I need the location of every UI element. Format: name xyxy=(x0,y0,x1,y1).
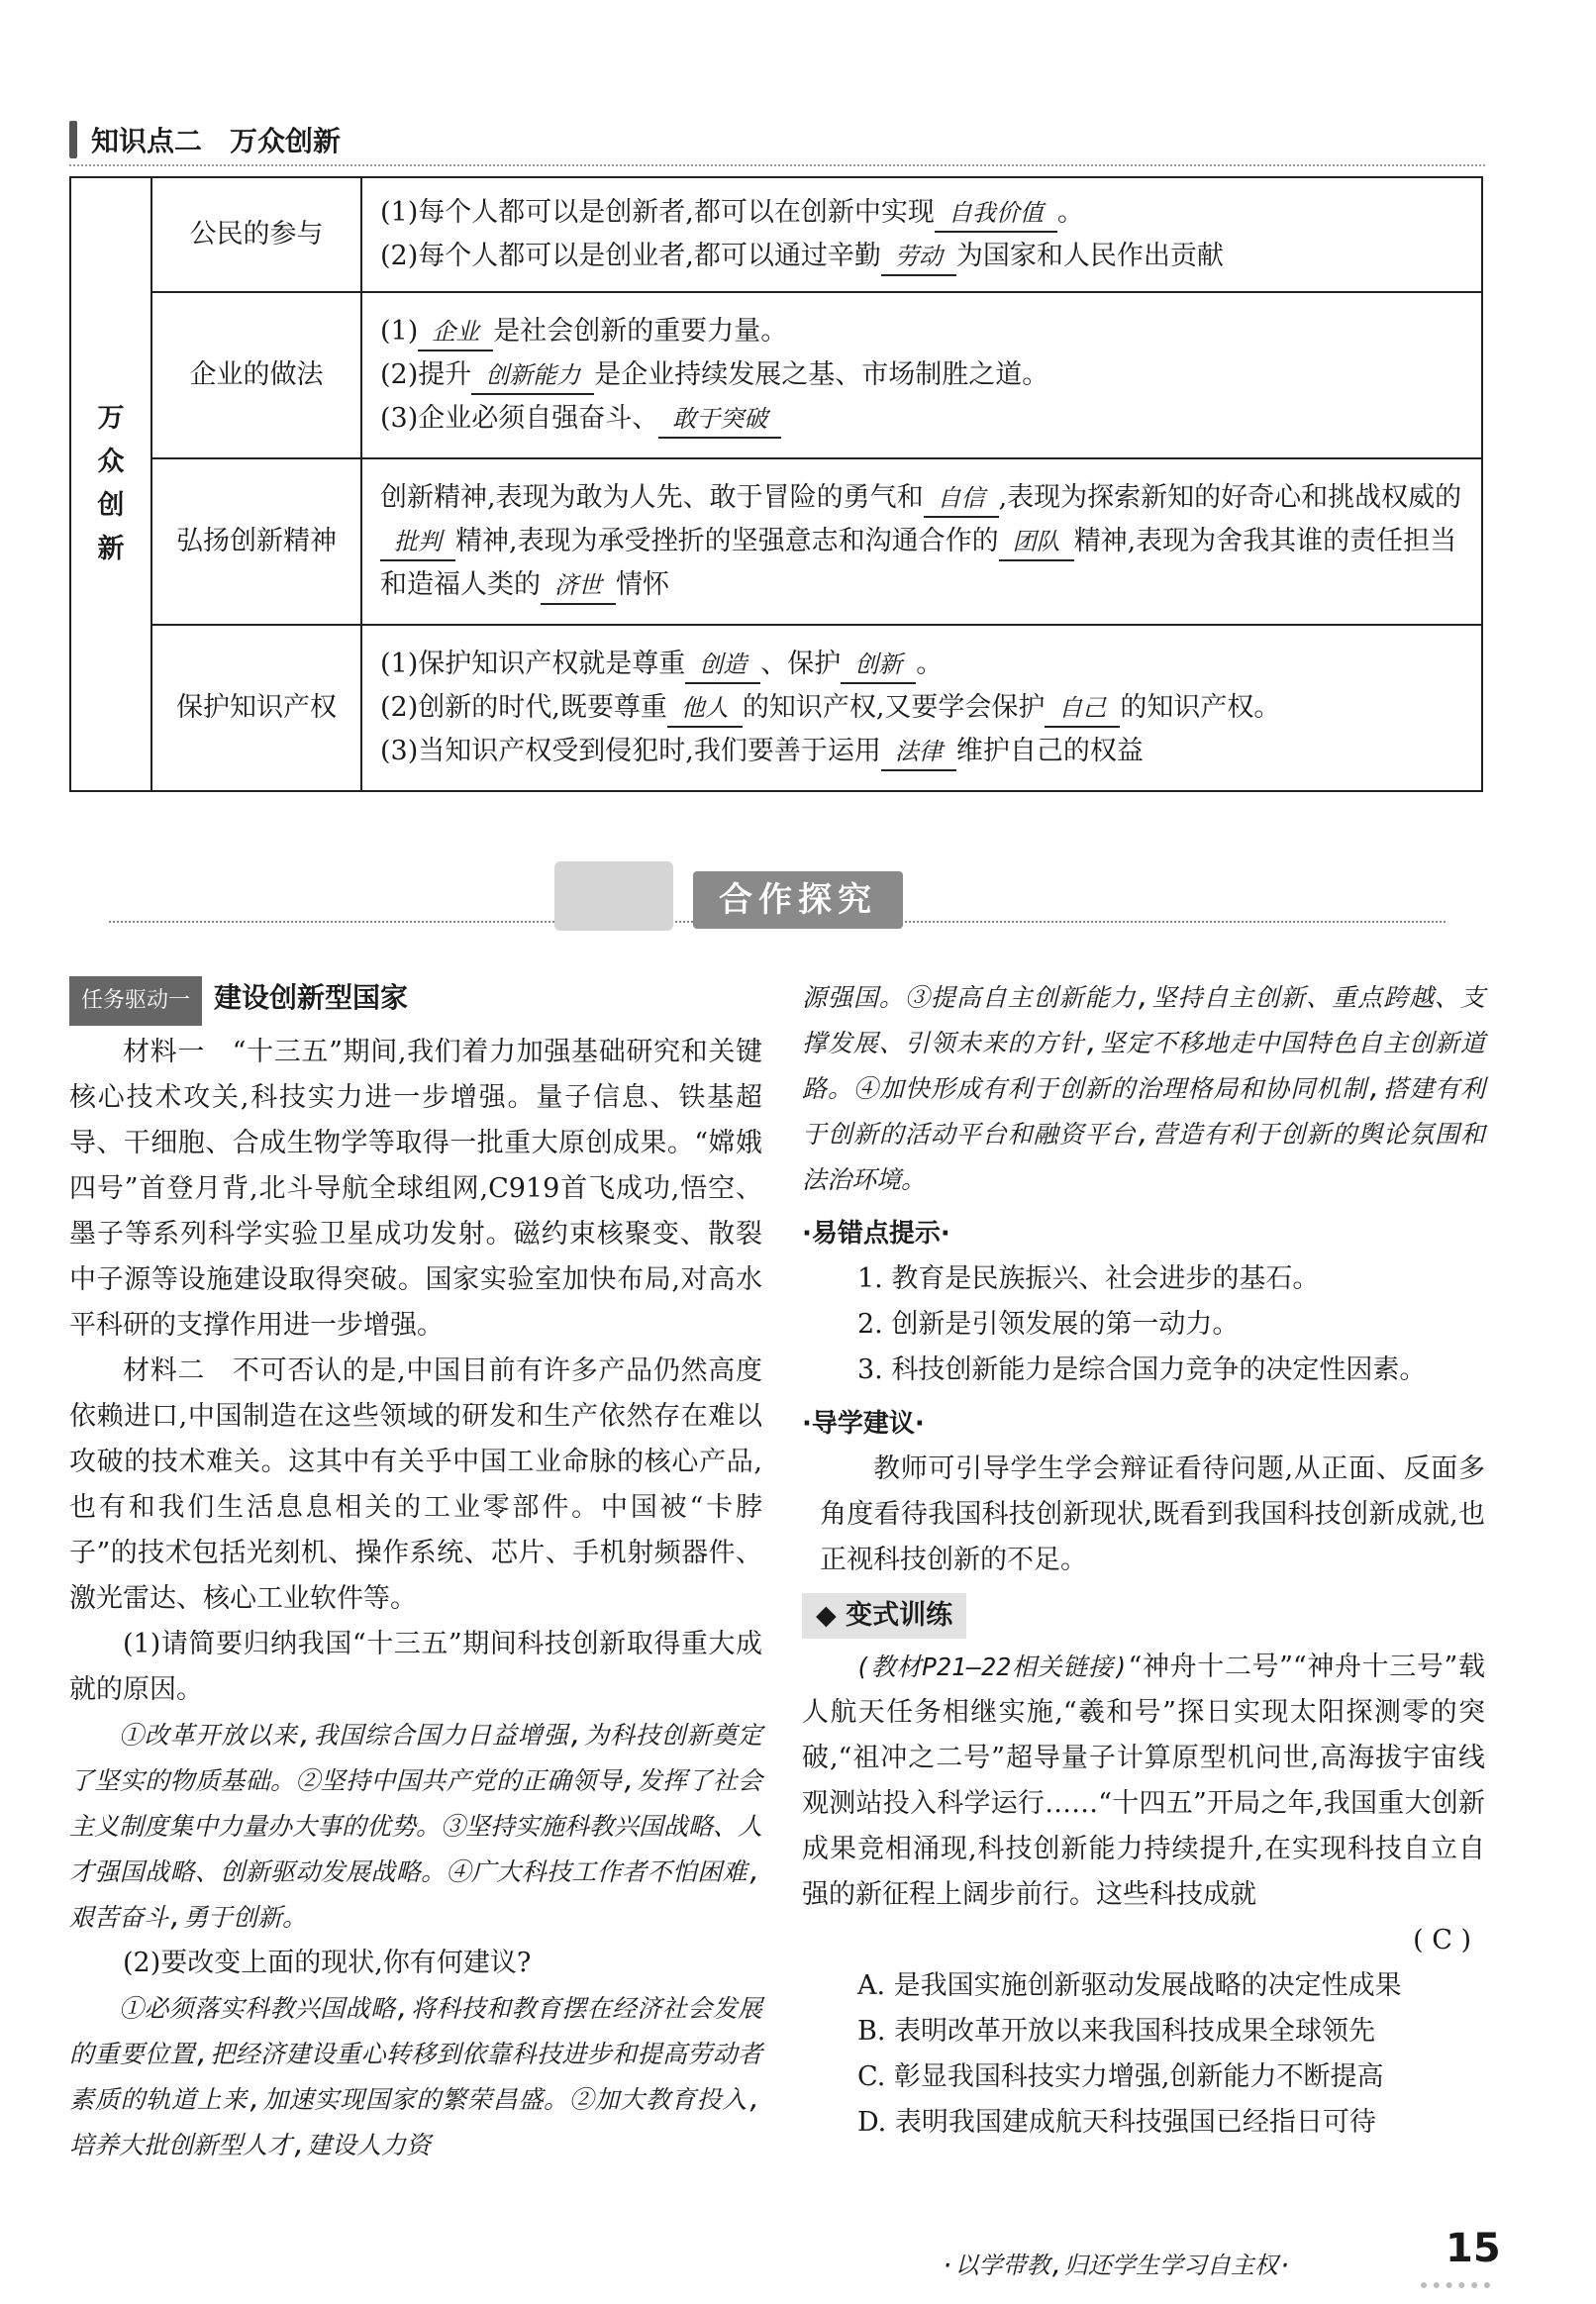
text: 精神,表现为舍我其谁的责任担当和造福人类的 xyxy=(380,526,1457,600)
table-row xyxy=(70,625,1482,791)
cooperation-banner: 合作探究 xyxy=(693,871,903,929)
row-body xyxy=(361,625,1482,791)
footer-decoration xyxy=(1421,2282,1490,2288)
text: 精神,表现为承受挫折的坚强意志和沟通合作的 xyxy=(455,526,999,556)
tip-item: 2. 创新是引领发展的第一动力。 xyxy=(857,1309,1240,1340)
question-one: (1)请简要归纳我国“十三五”期间科技创新取得重大成就的原因。 xyxy=(69,1629,762,1705)
task-tag: 任务驱动一 xyxy=(69,976,202,1026)
footer-slogan: ·以学带教,归还学生学习自主权· xyxy=(941,2252,1293,2279)
text: 维护自己的权益 xyxy=(955,736,1144,766)
material-one: 材料一 “十三五”期间,我们着力加强基础研究和关键核心技术攻关,科技实力进一步增强。量子信息、铁基超导、干细胞、合成生物学等取得一批重大原创成果。“嫦娥四号”首登月背,北斗导航全球组网,C919首飞成功,悟空、墨子等系列科学实验卫星成功发射。磁约束核聚变、散裂中子源等设施建设取得突破。国家实验室加快布局,对高水平科研的支撑作用进一步增强。 xyxy=(69,1037,762,1341)
option-a: A. 是我国实施创新驱动发展战略的决定性成果 xyxy=(857,1970,1402,2001)
answer-one: ①改革开放以来,我国综合国力日益增强,为科技创新奠定了坚实的物质基础。②坚持中国共产党的正确领导,发挥了社会主义制度集中力量办大事的优势。③坚持实施科教兴国战略、人才强国战略、创新驱动发展战略。④广大科技工作者不怕困难,艰苦奋斗,勇于创新。 xyxy=(69,1721,763,1932)
option-c: C. 彰显我国科技实力增强,创新能力不断提高 xyxy=(857,2061,1384,2092)
text: 。 xyxy=(916,649,944,679)
blank-answer: 劳动 xyxy=(881,239,956,276)
text: 为国家和人民作出贡献 xyxy=(955,241,1224,271)
variant-question: “神舟十二号”“神舟十三号”载人航天任务相继实施,“羲和号”探日实现太阳探测零的突破,“祖冲之二号”超导量子计算原型机问世,高海拔宇宙线观测站投入科学运行……“十四五”开局之年,我国重大创新成果竞相涌现,科技创新能力持续提升,在实现科技自立自强的新征程上阔步前行。这些科技成就 xyxy=(802,1652,1485,1910)
blank-answer: 创新 xyxy=(841,647,916,684)
variant-heading-text: 变式训练 xyxy=(846,1600,953,1631)
table-row xyxy=(70,292,1482,458)
answer-two-continued: 源强国。③提高自主创新能力,坚持自主创新、重点跨越、支撑发展、引领未来的方针,坚定不移地走中国特色自主创新道路。④加快形成有利于创新的治理格局和协同机制,搭建有利于创新的活动平台和融资平台,营造有利于创新的舆论氛围和法治环境。 xyxy=(802,983,1485,1194)
row-body xyxy=(361,458,1482,625)
text: ,表现为探索新知的好奇心和挑战权威的 xyxy=(998,482,1462,513)
heading-bar xyxy=(69,121,77,158)
banner-decoration xyxy=(554,861,673,931)
text: (2)每个人都可以是创业者,都可以通过辛勤 xyxy=(380,241,881,271)
text: 创新精神,表现为敢为人先、敢于冒险的勇气和 xyxy=(380,482,924,513)
text: (1) xyxy=(380,316,419,347)
group-text: 万 众 创 新 xyxy=(97,403,125,564)
answer-two: ①必须落实科教兴国战略,将科技和教育摆在经济社会发展的重要位置,把经济建设重心转移到依靠科技进步和提高劳动者素质的轨道上来,加速实现国家的繁荣昌盛。②加大教育投入,培养大批创新型人才,建设人力资 xyxy=(69,1994,762,2159)
blank-answer: 敢于突破 xyxy=(658,401,781,439)
blank-answer: 自我价值 xyxy=(935,195,1057,233)
material-two: 材料二 不可否认的是,中国目前有许多产品仍然高度依赖进口,中国制造在这些领域的研发和生产依然存在难以攻破的技术难关。这其中有关乎中国工业命脉的核心产品,也有和我们生活息息相关的工业零部件。中国被“卡脖子”的技术包括光刻机、操作系统、芯片、手机射频器件、激光雷达、核心工业软件等。 xyxy=(69,1355,762,1614)
text: (1)每个人都可以是创新者,都可以在创新中实现 xyxy=(380,197,935,228)
guide-text: 教师可引导学生学会辩证看待问题,从正面、反面多角度看待我国科技创新现状,既看到我国科技创新成就,也正视科技创新的不足。 xyxy=(820,1453,1485,1575)
blank-answer: 法律 xyxy=(881,734,956,771)
task-title: 建设创新型国家 xyxy=(214,981,409,1014)
text: (3)当知识产权受到侵犯时,我们要善于运用 xyxy=(380,736,881,766)
blank-answer: 企业 xyxy=(418,314,493,351)
row-header: 企业的做法 xyxy=(151,292,361,458)
blank-answer: 创造 xyxy=(685,647,760,684)
row-header: 公民的参与 xyxy=(151,177,361,292)
text: (2)提升 xyxy=(380,359,472,390)
option-b: B. 表明改革开放以来我国科技成果全球领先 xyxy=(857,2016,1376,2047)
question-two: (2)要改变上面的现状,你有何建议? xyxy=(123,1948,532,1978)
left-column xyxy=(69,975,762,2168)
text: 是社会创新的重要力量。 xyxy=(493,316,788,347)
section-heading xyxy=(69,117,341,162)
blank-answer: 创新能力 xyxy=(471,357,594,395)
tip-item: 3. 科技创新能力是综合国力竞争的决定性因素。 xyxy=(857,1354,1427,1385)
dotted-divider xyxy=(69,164,1485,166)
text: 。 xyxy=(1056,197,1084,228)
text: 、保护 xyxy=(760,649,842,679)
page-number: 15 xyxy=(1446,2226,1501,2271)
knowledge-table xyxy=(69,176,1483,792)
text: (3)企业必须自强奋斗、 xyxy=(380,403,659,434)
table-row xyxy=(70,458,1482,625)
text: (2)创新的时代,既要尊重 xyxy=(380,692,667,723)
answer-choice: ( C ) xyxy=(1413,1925,1471,1955)
blank-answer: 团队 xyxy=(999,524,1074,561)
table-row xyxy=(70,177,1482,292)
guide-heading: ·导学建议· xyxy=(802,1409,925,1439)
text: (1)保护知识产权就是尊重 xyxy=(380,649,686,679)
text: 是企业持续发展之基、市场制胜之道。 xyxy=(594,359,1049,390)
text: 的知识产权。 xyxy=(1120,692,1281,723)
text: 的知识产权,又要学会保护 xyxy=(742,692,1046,723)
option-d: D. 表明我国建成航天科技强国已经指日可待 xyxy=(857,2107,1376,2138)
group-label xyxy=(70,177,151,791)
blank-answer: 自己 xyxy=(1045,690,1120,728)
text: 情怀 xyxy=(616,569,669,600)
blank-answer: 济世 xyxy=(541,567,616,605)
textbook-reference: (教材P21—22相关链接) xyxy=(855,1653,1129,1681)
row-body xyxy=(361,177,1482,292)
blank-answer: 他人 xyxy=(667,690,743,728)
row-body xyxy=(361,292,1482,458)
error-tips-heading: ·易错点提示· xyxy=(802,1219,950,1249)
variant-training-heading: ◆ 变式训练 xyxy=(802,1593,966,1639)
section-title: 知识点二 万众创新 xyxy=(91,125,342,157)
right-column xyxy=(802,975,1485,2146)
row-header: 弘扬创新精神 xyxy=(151,458,361,625)
blank-answer: 批判 xyxy=(380,524,455,561)
row-header: 保护知识产权 xyxy=(151,625,361,791)
tip-item: 1. 教育是民族振兴、社会进步的基石。 xyxy=(857,1263,1320,1294)
blank-answer: 自信 xyxy=(924,480,999,518)
